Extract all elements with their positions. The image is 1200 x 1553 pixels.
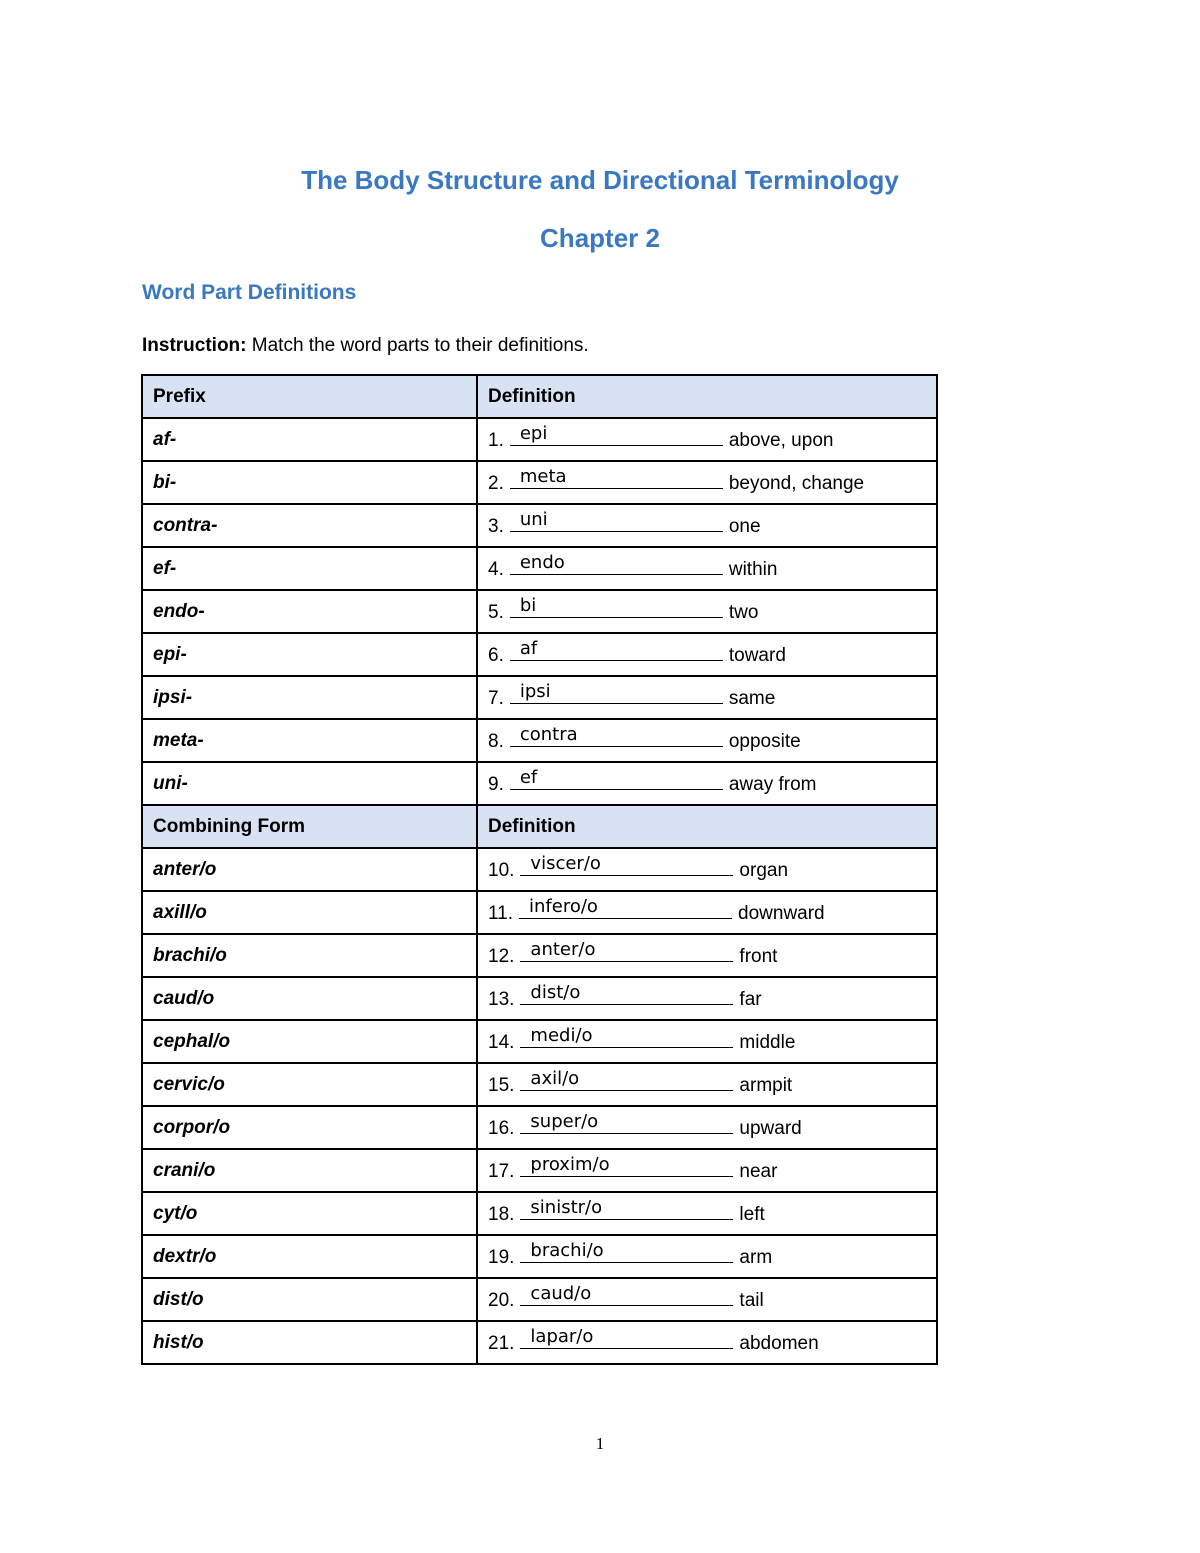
table-row: [142, 934, 937, 977]
table-row: [142, 848, 937, 891]
word-part: meta-: [142, 719, 477, 762]
definition-text: left: [739, 1204, 765, 1225]
header-term: Prefix: [142, 375, 477, 418]
item-number: 6.: [488, 645, 504, 666]
definition-cell: [477, 461, 937, 504]
answer-text: ipsi: [519, 681, 551, 702]
definition-cell: [477, 1235, 937, 1278]
table-row: [142, 891, 937, 934]
answer-text: dist/o: [530, 982, 581, 1003]
table-row: [142, 461, 937, 504]
item-number: 12.: [488, 946, 515, 967]
word-part: ef-: [142, 547, 477, 590]
answer-blank[interactable]: [520, 1240, 733, 1263]
definition-text: away from: [728, 774, 817, 795]
answer-text: proxim/o: [530, 1154, 610, 1175]
answer-text: epi: [519, 423, 548, 444]
header-definition: Definition: [477, 375, 937, 418]
word-part: ipsi-: [142, 676, 477, 719]
table-row: [142, 719, 937, 762]
answer-blank[interactable]: [510, 595, 723, 618]
table-row: [142, 1149, 937, 1192]
word-part: dist/o: [142, 1278, 477, 1321]
word-part: anter/o: [142, 848, 477, 891]
definition-text: armpit: [739, 1075, 793, 1096]
table-row: [142, 547, 937, 590]
answer-text: brachi/o: [530, 1240, 604, 1261]
answer-blank[interactable]: [519, 896, 732, 919]
word-part: hist/o: [142, 1321, 477, 1364]
answer-blank[interactable]: [510, 466, 723, 489]
answer-text: lapar/o: [530, 1326, 594, 1347]
table-row: [142, 762, 937, 805]
answer-text: viscer/o: [530, 853, 601, 874]
answer-blank[interactable]: [520, 1154, 733, 1177]
answer-blank[interactable]: [520, 1326, 733, 1349]
answer-text: bi: [519, 595, 537, 616]
header-definition: Definition: [477, 805, 937, 848]
definition-cell: [477, 848, 937, 891]
definition-cell: [477, 1063, 937, 1106]
definition-cell: [477, 977, 937, 1020]
answer-text: sinistr/o: [530, 1197, 603, 1218]
definition-cell: [477, 762, 937, 805]
word-part: cervic/o: [142, 1063, 477, 1106]
definition-cell: [477, 504, 937, 547]
answer-blank[interactable]: [520, 1068, 733, 1091]
word-part: af-: [142, 418, 477, 461]
item-number: 4.: [488, 559, 504, 580]
definition-cell: [477, 1106, 937, 1149]
word-part: endo-: [142, 590, 477, 633]
answer-text: medi/o: [530, 1025, 593, 1046]
definition-cell: [477, 891, 937, 934]
answer-blank[interactable]: [520, 1025, 733, 1048]
answer-blank[interactable]: [510, 724, 723, 747]
answer-blank[interactable]: [510, 552, 723, 575]
word-part: epi-: [142, 633, 477, 676]
answer-text: meta: [519, 466, 567, 487]
answer-text: ef: [519, 767, 538, 788]
answer-blank[interactable]: [510, 509, 723, 532]
answer-blank[interactable]: [510, 767, 723, 790]
definition-text: middle: [739, 1032, 796, 1053]
table-row: [142, 1106, 937, 1149]
answer-blank[interactable]: [510, 638, 723, 661]
table-row: [142, 504, 937, 547]
item-number: 5.: [488, 602, 504, 623]
item-number: 9.: [488, 774, 504, 795]
item-number: 19.: [488, 1247, 515, 1268]
item-number: 13.: [488, 989, 515, 1010]
answer-blank[interactable]: [520, 982, 733, 1005]
table-row: [142, 1192, 937, 1235]
word-part: crani/o: [142, 1149, 477, 1192]
definition-text: abdomen: [739, 1333, 819, 1354]
definition-cell: [477, 1321, 937, 1364]
definition-text: front: [739, 946, 778, 967]
definition-text: arm: [739, 1247, 773, 1268]
answer-blank[interactable]: [510, 681, 723, 704]
definition-cell: [477, 1020, 937, 1063]
definition-text: opposite: [728, 731, 801, 752]
table-row: [142, 1020, 937, 1063]
table-row: [142, 1278, 937, 1321]
document-title: The Body Structure and Directional Terminology: [301, 165, 899, 195]
table-row: [142, 418, 937, 461]
word-part: dextr/o: [142, 1235, 477, 1278]
definition-cell: [477, 590, 937, 633]
word-part: bi-: [142, 461, 477, 504]
answer-blank[interactable]: [520, 1283, 733, 1306]
definition-cell: [477, 418, 937, 461]
table-header-row: [142, 375, 937, 418]
answer-blank[interactable]: [510, 423, 723, 446]
answer-blank[interactable]: [520, 1197, 733, 1220]
item-number: 1.: [488, 430, 504, 451]
table-header-row: [142, 805, 937, 848]
item-number: 21.: [488, 1333, 515, 1354]
table-row: [142, 633, 937, 676]
instruction-line: [142, 335, 589, 357]
answer-text: super/o: [530, 1111, 599, 1132]
answer-blank[interactable]: [520, 853, 733, 876]
answer-blank[interactable]: [520, 1111, 733, 1134]
item-number: 15.: [488, 1075, 515, 1096]
definition-cell: [477, 676, 937, 719]
item-number: 20.: [488, 1290, 515, 1311]
chapter-heading: Chapter 2: [540, 223, 660, 253]
table-row: [142, 977, 937, 1020]
item-number: 17.: [488, 1161, 515, 1182]
definition-text: two: [728, 602, 759, 623]
definition-cell: [477, 1149, 937, 1192]
item-number: 11.: [488, 903, 514, 924]
definition-cell: [477, 719, 937, 762]
item-number: 7.: [488, 688, 504, 709]
table-row: [142, 1063, 937, 1106]
definition-text: tail: [739, 1290, 764, 1311]
table-row: [142, 590, 937, 633]
definition-cell: [477, 1278, 937, 1321]
word-part: brachi/o: [142, 934, 477, 977]
page-number: 1: [595, 1434, 605, 1453]
table-row: [142, 1235, 937, 1278]
item-number: 3.: [488, 516, 504, 537]
word-part: axill/o: [142, 891, 477, 934]
section-heading: Word Part Definitions: [142, 281, 357, 304]
definition-text: within: [728, 559, 778, 580]
item-number: 10.: [488, 860, 515, 881]
matching-table-body: [142, 375, 937, 1364]
definition-text: far: [739, 989, 762, 1010]
answer-text: af: [519, 638, 538, 659]
matching-table: [141, 374, 938, 1365]
item-number: 8.: [488, 731, 504, 752]
item-number: 16.: [488, 1118, 515, 1139]
definition-text: same: [728, 688, 776, 709]
item-number: 14.: [488, 1032, 515, 1053]
word-part: contra-: [142, 504, 477, 547]
word-part: uni-: [142, 762, 477, 805]
word-part: caud/o: [142, 977, 477, 1020]
answer-text: caud/o: [530, 1283, 592, 1304]
item-number: 2.: [488, 473, 504, 494]
definition-cell: [477, 547, 937, 590]
definition-text: organ: [739, 860, 789, 881]
instruction-label: Instruction:: [142, 335, 247, 356]
definition-cell: [477, 934, 937, 977]
item-number: 18.: [488, 1204, 515, 1225]
answer-text: endo: [519, 552, 565, 573]
definition-text: toward: [728, 645, 786, 666]
answer-text: uni: [519, 509, 548, 530]
definition-text: upward: [739, 1118, 802, 1139]
table-row: [142, 676, 937, 719]
answer-text: anter/o: [530, 939, 596, 960]
word-part: cephal/o: [142, 1020, 477, 1063]
definition-text: one: [728, 516, 761, 537]
instruction-text: Match the word parts to their definitions.: [246, 335, 589, 356]
answer-text: infero/o: [529, 896, 598, 917]
definition-text: near: [739, 1161, 778, 1182]
word-part: cyt/o: [142, 1192, 477, 1235]
header-term: Combining Form: [142, 805, 477, 848]
definition-cell: [477, 1192, 937, 1235]
answer-text: contra: [519, 724, 578, 745]
definition-cell: [477, 633, 937, 676]
definition-text: above, upon: [728, 430, 834, 451]
table-row: [142, 1321, 937, 1364]
answer-blank[interactable]: [520, 939, 733, 962]
definition-text: beyond, change: [728, 473, 865, 494]
answer-text: axil/o: [530, 1068, 580, 1089]
word-part: corpor/o: [142, 1106, 477, 1149]
definition-text: downward: [738, 903, 825, 924]
